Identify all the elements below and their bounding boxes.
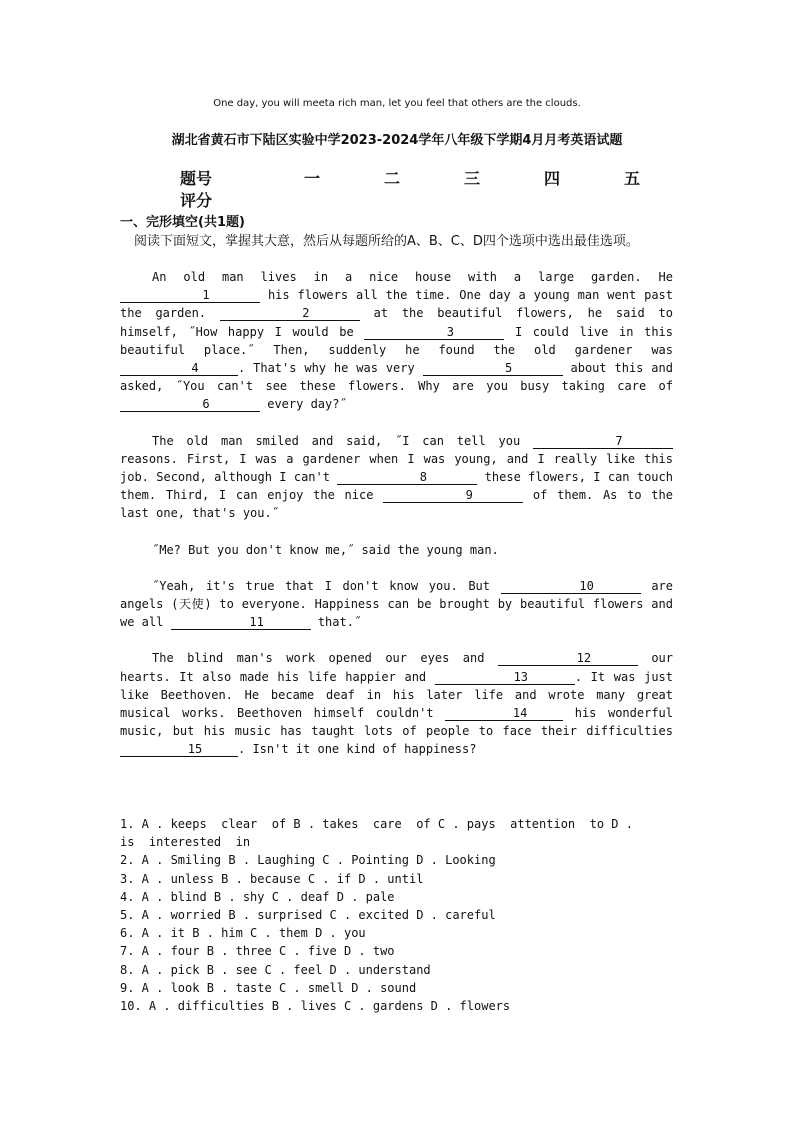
- score-table-col-2: 二: [384, 169, 401, 188]
- passage-text: . It was just like Beethoven. He became deaf in his later life and wrote many great musical works. Beethoven himself couldn't: [120, 669, 673, 721]
- option-line: is interested in: [120, 835, 251, 850]
- score-table-col-5: 五: [624, 169, 641, 188]
- blank-7: 7: [533, 434, 673, 449]
- options-list: [120, 815, 633, 1015]
- exam-title: 湖北省黄石市下陆区实验中学2023-2024学年八年级下学期4月月考英语试题: [171, 133, 623, 148]
- section-heading: 一、完形填空(共1题): [120, 215, 245, 230]
- option-line: 2. A . Smiling B . Laughing C . Pointing D . Looking: [120, 853, 496, 868]
- score-table-score-label: 评分: [180, 191, 213, 210]
- blank-10: 10: [501, 579, 641, 594]
- passage-paragraph-1: [120, 268, 673, 414]
- passage-text: . Isn't it one kind of happiness?: [238, 742, 477, 757]
- blank-8: 8: [337, 470, 477, 485]
- score-table-col-1: 一: [304, 169, 321, 188]
- passage-text: The old man smiled and said, ˝I can tell you: [152, 433, 521, 448]
- passage-text: An old man lives in a nice house with a large garden. He: [152, 270, 673, 284]
- passage-text: that.˝: [317, 615, 362, 630]
- blank-5: 5: [423, 361, 563, 376]
- page-motto: One day, you will meeta rich man, let you feel that others are the clouds.: [213, 98, 581, 109]
- passage-paragraph-5: [120, 649, 673, 758]
- score-table-header-label: 题号: [180, 169, 213, 188]
- passage-text: at the beautiful flowers, he said to himself, ˝How happy I would be: [120, 306, 673, 339]
- passage-text: every day?˝: [267, 397, 347, 412]
- passage-text: these flowers, I can touch them. Third, I can enjoy the nice: [120, 470, 673, 503]
- blank-1: 1: [120, 288, 260, 303]
- passage-text: about this and asked, ˝You can't see these flowers. Why are you busy taking care of: [120, 361, 673, 394]
- blank-14: 14: [445, 706, 563, 721]
- option-line: 6. A . it B . him C . them D . you: [120, 926, 366, 941]
- passage-paragraph-3: ˝Me? But you don't know me,˝ said the young man.: [152, 542, 499, 557]
- passage-text: his flowers all the time. One day a young man went past the garden.: [120, 288, 673, 321]
- option-line: 10. A . difficulties B . lives C . gardens D . flowers: [120, 999, 511, 1014]
- blank-11: 11: [171, 615, 311, 630]
- option-line: 4. A . blind B . shy C . deaf D . pale: [120, 889, 395, 904]
- passage-text: his wonderful music, but his music has taught lots of people to face their difficulties: [120, 706, 673, 739]
- passage-text: . That's why he was very: [238, 361, 415, 376]
- passage-paragraph-4: [120, 577, 673, 632]
- score-table-col-3: 三: [464, 169, 481, 188]
- blank-3: 3: [364, 325, 504, 340]
- passage-text: of them. As to the last one, that's you.˝: [120, 488, 673, 521]
- option-line: 7. A . four B . three C . five D . two: [120, 944, 395, 959]
- option-line: 9. A . look B . taste C . smell D . sound: [120, 980, 417, 995]
- option-line: 3. A . unless B . because C . if D . until: [120, 871, 424, 886]
- passage-text: our hearts. It also made his life happier and: [120, 651, 673, 684]
- passage-text: The blind man's work opened our eyes and: [152, 651, 485, 666]
- blank-13: 13: [435, 670, 575, 685]
- passage-paragraph-2: [120, 432, 673, 523]
- option-line: 1. A . keeps clear of B . takes care of C . pays attention to D .: [120, 817, 633, 831]
- blank-6: 6: [120, 397, 260, 412]
- blank-9: 9: [383, 488, 523, 503]
- passage-text: I could live in this beautiful place.˝ Then, suddenly he found the old gardener was: [120, 324, 673, 357]
- blank-2: 2: [220, 306, 360, 321]
- score-table-col-4: 四: [544, 169, 561, 188]
- blank-15: 15: [120, 742, 238, 757]
- passage-text: ˝Yeah, it's true that I don't know you. But: [152, 578, 490, 593]
- option-line: 5. A . worried B . surprised C . excited D . careful: [120, 908, 496, 923]
- blank-4: 4: [120, 361, 238, 376]
- cloze-passage: [120, 268, 673, 777]
- blank-12: 12: [498, 651, 638, 666]
- passage-text: are angels (天使) to everyone. Happiness can be brought by beautiful flowers and we all: [120, 578, 673, 630]
- option-line: 8. A . pick B . see C . feel D . understand: [120, 962, 431, 977]
- section-instruction: 阅读下面短文，掌握其大意，然后从每题所给的A、B、C、D四个选项中选出最佳选项。: [134, 234, 639, 249]
- passage-text: reasons. First, I was a gardener when I was young, and I really like this job. Second, although I can't: [120, 451, 673, 485]
